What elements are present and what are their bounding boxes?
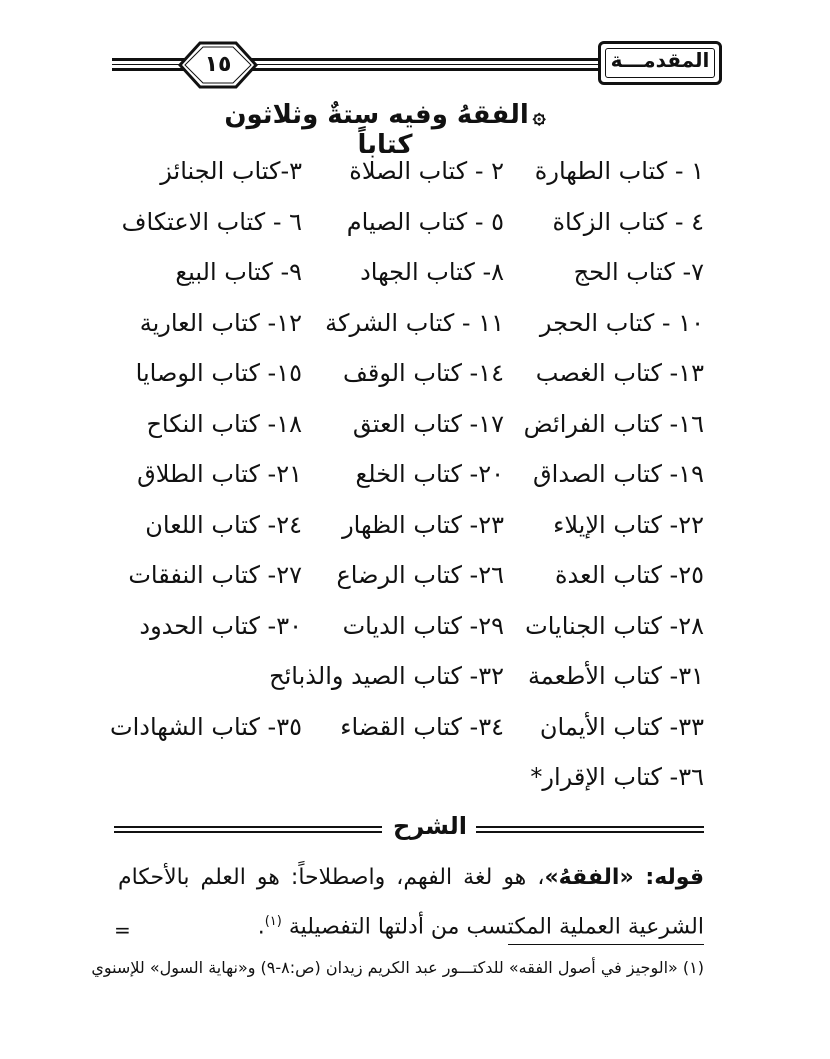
- section-title: المقدمـــة: [610, 48, 710, 72]
- footnote-rule: [508, 944, 704, 945]
- divider-rule-right: [476, 826, 704, 834]
- book-item: ٢٣- كتاب الظهار: [342, 510, 504, 539]
- chapter-heading-text: الفقهُ وفيه ستةٌ وثلاثون كتاباً: [224, 100, 529, 160]
- book-item: ٢٤- كتاب اللعان: [145, 510, 302, 539]
- continuation-mark: =: [114, 918, 131, 942]
- book-item: ١٠ - كتاب الحجر: [539, 308, 704, 337]
- page-number: ١٥: [204, 52, 232, 77]
- commentary-text: ، هو لغة الفهم، واصطلاحاً: هو العلم بالأحكام الشرعية العملية المكتسب من أدلتها التفصيلية: [118, 865, 704, 940]
- book-item: ٢١- كتاب الطلاق: [137, 460, 302, 488]
- book-item: ١١ - كتاب الشركة: [325, 308, 504, 337]
- book-item: ١٩- كتاب الصداق: [533, 460, 704, 488]
- footnote: (١) «الوجيز في أصول الفقه» للدكتـــور عبد الكريم زيدان (ص:٨-٩) و«نهاية السول» للإسنوي: [91, 958, 704, 977]
- book-item: ٢٦- كتاب الرضاع: [336, 561, 504, 589]
- book-item: ٧- كتاب الحج: [573, 258, 704, 286]
- book-item: ٢٥- كتاب العدة: [554, 561, 704, 589]
- book-item: ٣-كتاب الجنائز: [160, 157, 302, 185]
- book-item: ١٨- كتاب النكاح: [146, 409, 302, 438]
- book-list: [100, 146, 704, 803]
- book-item: ٥ - كتاب الصيام: [346, 207, 504, 236]
- divider-rule-left: [114, 826, 382, 834]
- book-item: ٦ - كتاب الاعتكاف: [121, 207, 302, 236]
- book-item: ٢٩- كتاب الديات: [342, 611, 504, 640]
- book-item: ٢٢- كتاب الإيلاء: [553, 510, 704, 539]
- book-item: ٣٢- كتاب الصيد والذبائح: [269, 662, 504, 690]
- book-item: ٢ - كتاب الصلاة: [349, 157, 504, 185]
- book-item: ٣٦- كتاب الإقرار*: [530, 763, 704, 791]
- book-item: ٢٨- كتاب الجنايات: [525, 611, 704, 640]
- book-item: ٤ - كتاب الزكاة: [552, 207, 704, 236]
- sharh-title: الشرح: [393, 812, 467, 840]
- book-item: ١٥- كتاب الوصايا: [135, 359, 302, 387]
- book-item: ٨- كتاب الجهاد: [360, 258, 504, 286]
- book-item: ٣٥- كتاب الشهادات: [110, 712, 302, 741]
- book-item: ٢٧- كتاب النفقات: [128, 561, 302, 589]
- quoted-term: قوله: «الفقهُ»: [544, 865, 705, 890]
- book-item: ٩- كتاب البيع: [175, 258, 302, 286]
- sentence-end: .: [257, 914, 265, 940]
- book-item: ١٤- كتاب الوقف: [343, 359, 504, 387]
- footnote-ref: (١): [264, 914, 282, 929]
- book-item: ٣٠- كتاب الحدود: [139, 611, 302, 640]
- book-item: ١٦- كتاب الفرائض: [523, 409, 704, 438]
- book-item: ١٧- كتاب العتق: [352, 409, 504, 438]
- commentary-paragraph: [118, 856, 704, 949]
- book-item: ٣١- كتاب الأطعمة: [527, 662, 704, 690]
- book-item: ١٣- كتاب الغصب: [535, 359, 704, 387]
- book-item: ٢٠- كتاب الخلع: [355, 460, 504, 488]
- star-ornament-icon: ۞: [532, 104, 546, 129]
- sharh-divider: [110, 812, 704, 848]
- book-item: ٣٣- كتاب الأيمان: [539, 712, 704, 741]
- book-item: ١ - كتاب الطهارة: [534, 157, 704, 185]
- book-item: ١٢- كتاب العارية: [139, 308, 302, 337]
- book-item: ٣٤- كتاب القضاء: [340, 712, 504, 741]
